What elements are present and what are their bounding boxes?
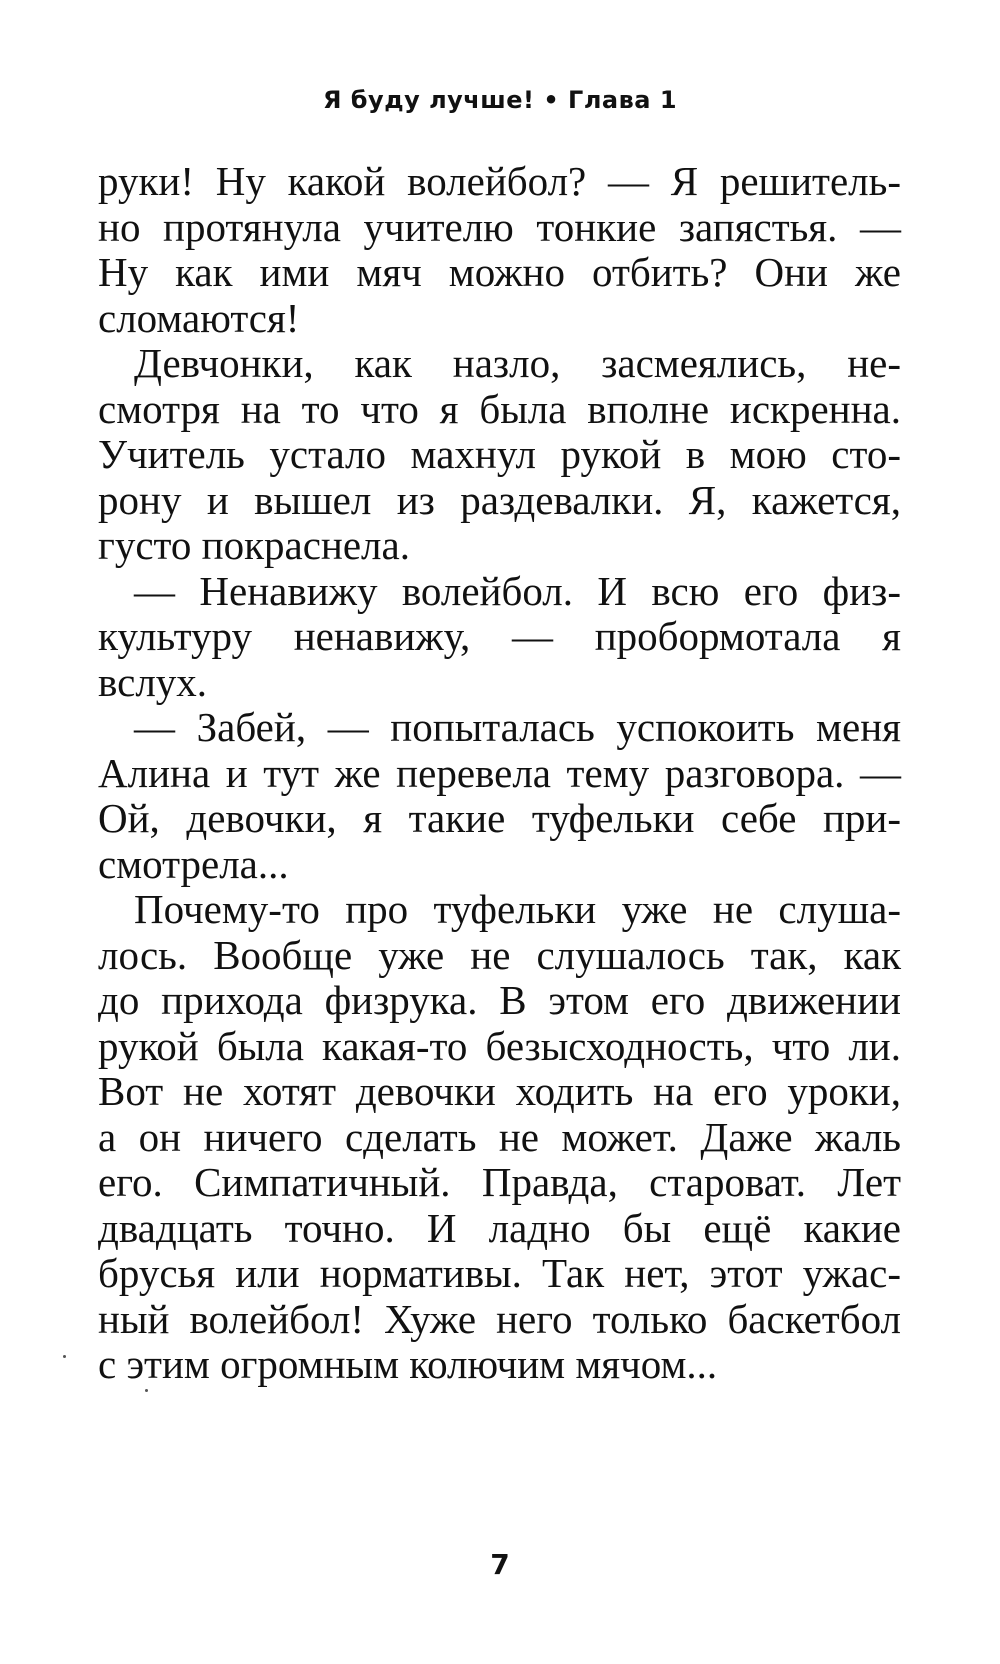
text-line: Вот не хотят девочки ходить на его уроки,	[98, 1068, 901, 1114]
text-line: Учитель устало махнул рукой в мою сто-	[98, 431, 901, 477]
text-line: Ну как ими мяч можно отбить? Они же	[98, 249, 901, 295]
text-line: рукой была какая-то безысходность, что ли.	[98, 1022, 901, 1069]
text-line: двадцать точно. И ладно бы ещё какие	[98, 1204, 901, 1251]
text-line: с этим огромным колючим мячом...	[98, 1341, 718, 1387]
text-line: смотрела...	[98, 840, 289, 887]
text-line: но протянула учителю тонкие запястья. —	[98, 203, 901, 250]
text-line: смотря на то что я была вполне искренна.	[98, 385, 901, 432]
page-number: 7	[490, 1548, 510, 1581]
text-line: Почему-то про туфельки уже не слуша-	[134, 886, 901, 932]
print-speck	[145, 1389, 148, 1392]
text-line: до прихода физрука. В этом его движении	[98, 977, 901, 1023]
text-line: — Забей, — попыталась успокоить меня	[134, 704, 901, 750]
text-line: руки! Ну какой волейбол? — Я решитель-	[98, 158, 901, 204]
text-line: его. Симпатичный. Правда, староват. Лет	[98, 1159, 901, 1205]
text-line: — Ненавижу волейбол. И всю его физ-	[134, 567, 901, 614]
text-line: лось. Вообще уже не слушалось так, как	[98, 931, 901, 978]
text-line: а он ничего сделать не может. Даже жаль	[98, 1113, 901, 1160]
text-line: вслух.	[98, 658, 208, 705]
text-line: густо покраснела.	[98, 522, 410, 568]
print-speck	[63, 1355, 66, 1358]
text-line: сломаются!	[98, 294, 300, 341]
text-line: Ой, девочки, я такие туфельки себе при-	[98, 795, 901, 841]
text-line: Алина и тут же перевела тему разговора. —	[98, 749, 901, 796]
running-header: Я буду лучше! • Глава 1	[322, 86, 678, 114]
text-line: Девчонки, как назло, засмеялись, не-	[134, 340, 901, 386]
text-line: ный волейбол! Хуже него только баскетбол	[98, 1295, 901, 1342]
text-line: культуру ненавижу, — пробормотала я	[98, 613, 901, 659]
text-line: брусья или нормативы. Так нет, этот ужас-	[98, 1250, 901, 1296]
text-line: рону и вышел из раздевалки. Я, кажется,	[98, 476, 901, 523]
body-text	[98, 159, 901, 1388]
